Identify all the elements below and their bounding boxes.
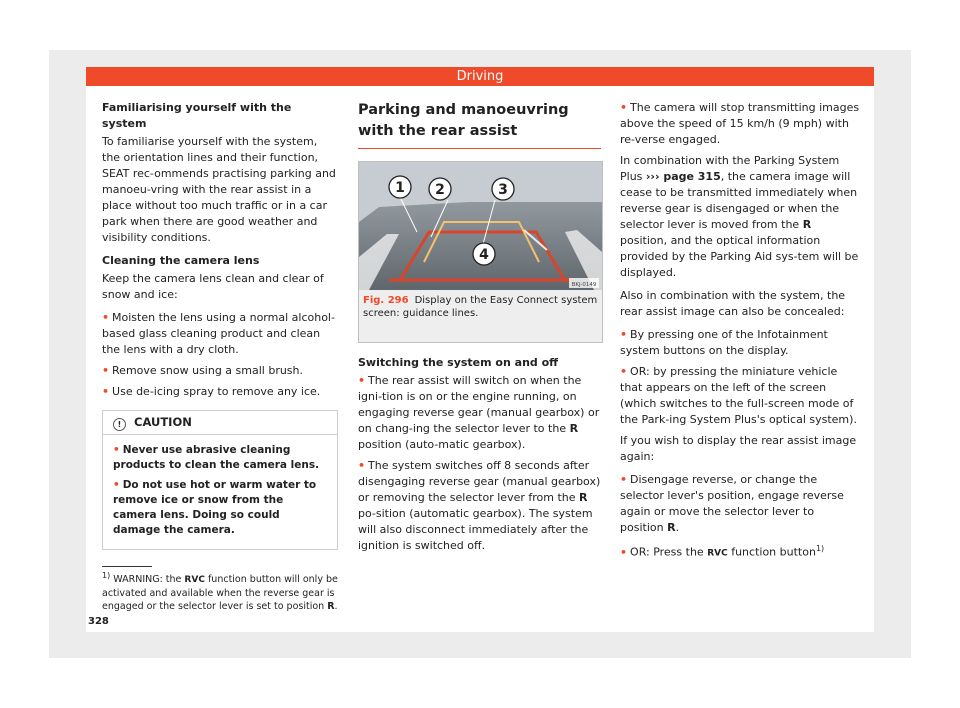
section-title: Parking and manoeuvring with the rear assist bbox=[358, 100, 601, 149]
caution-item: • Never use abrasive cleaning products to clean the camera lens. bbox=[113, 444, 320, 471]
caution-box bbox=[102, 410, 338, 550]
column-middle bbox=[358, 100, 601, 559]
heading-cleaning: Cleaning the camera lens bbox=[102, 254, 260, 267]
figure-guidance-lines bbox=[358, 161, 603, 343]
bullet-item: • By pressing one of the Infotainment system buttons on the display. bbox=[620, 328, 828, 357]
paragraph-familiarising: To familiarise yourself with the system, the orientation lines and their function, SEAT rec-ommends practising parking and manoeu-vring with the rear assist in a place without too much traffic or in a car park when there are good weather and visibility conditions. bbox=[102, 135, 336, 244]
bullet-item: • The rear assist will switch on when the igni-tion is on or the engine running, on engaging reverse gear (manual gearbox) or on chang-ing the selector lever to the R position (auto-matic gearbox). bbox=[358, 374, 600, 451]
bullet-icon: • bbox=[358, 374, 366, 387]
bullet-item: • The camera will stop transmitting images above the speed of 15 km/h (9 mph) with re-verse engaged. bbox=[620, 101, 860, 146]
figure-caption bbox=[359, 290, 602, 342]
bullet-item: • OR: Press the RVC function button$^{1)}$ bbox=[620, 544, 825, 559]
bullet-item: • Use de-icing spray to remove any ice. bbox=[102, 385, 321, 398]
footnote: $^{1)}$ WARNING: the RVC function button will only be activated and available when the reverse gear is engaged or the selector lever is set to position R. bbox=[102, 571, 338, 613]
column-right bbox=[620, 100, 860, 567]
paragraph-parking-plus: In combination with the Parking System Plus ››› page 315, the camera image will cease to be transmitted immediately when reverse gear is disengaged or when the selector lever is moved from the R position, and the optical information provided by the Parking Aid sys-tem will be displayed. bbox=[620, 154, 859, 279]
caution-title: CAUTION bbox=[134, 415, 192, 429]
paragraph-display-again: If you wish to display the rear assist image again: bbox=[620, 434, 857, 463]
bullet-icon: • bbox=[620, 101, 628, 114]
figure-caption-text: Display on the Easy Connect system screen: guidance lines. bbox=[363, 295, 598, 319]
bullet-icon: • bbox=[102, 385, 110, 398]
bullet-icon: • bbox=[113, 444, 120, 456]
page-number: 328 bbox=[88, 616, 109, 627]
bullet-item: • The system switches off 8 seconds after disengaging reverse gear (manual gearbox) or removing the selector lever from the R po-sition (automatic gearbox). The system will also disconnect immediately after the ignition is switched off. bbox=[358, 459, 601, 552]
bullet-icon: • bbox=[620, 545, 628, 559]
bullet-icon: • bbox=[102, 364, 110, 377]
column-left bbox=[102, 100, 338, 550]
figure-number: Fig. 296 bbox=[363, 295, 409, 306]
bullet-item: • OR: by pressing the miniature vehicle that appears on the left of the screen (which switches to the full-screen mode of the Park-ing System Plus's optical system). bbox=[620, 365, 857, 426]
page-reference-link[interactable]: ››› page 315 bbox=[645, 170, 721, 183]
bullet-item: • Moisten the lens using a normal alcohol-based glass cleaning product and clean the lens with a dry cloth. bbox=[102, 311, 335, 356]
bullet-icon: • bbox=[102, 311, 110, 324]
bullet-icon: • bbox=[620, 473, 628, 486]
figure-label-4: 4 bbox=[479, 247, 489, 263]
caution-item: • Do not use hot or warm water to remove ice or snow from the camera lens. Doing so could damage the camera. bbox=[113, 479, 317, 536]
caution-header bbox=[103, 411, 337, 435]
figure-label-2: 2 bbox=[435, 182, 445, 198]
bullet-item: • Remove snow using a small brush. bbox=[102, 364, 304, 377]
figure-label-3: 3 bbox=[498, 182, 508, 198]
figure-code: BKJ-0149 bbox=[571, 282, 597, 288]
bullet-icon: • bbox=[113, 479, 120, 491]
heading-familiarising: Familiarising yourself with the system bbox=[102, 101, 292, 130]
bullet-icon: • bbox=[620, 328, 628, 341]
paragraph-cleaning: Keep the camera lens clean and clear of snow and ice: bbox=[102, 272, 324, 301]
caution-body bbox=[103, 435, 337, 549]
bullet-icon: • bbox=[620, 365, 628, 378]
warning-circle-icon: ! bbox=[113, 418, 126, 431]
figure-label-1: 1 bbox=[395, 180, 405, 196]
paragraph-concealed: Also in combination with the system, the rear assist image can also be concealed: bbox=[620, 289, 846, 318]
camera-display-image bbox=[359, 162, 602, 290]
section-header: Driving bbox=[86, 67, 874, 86]
bullet-item: • Disengage reverse, or change the selector lever's position, engage reverse again or move the selector lever to position R. bbox=[620, 473, 844, 534]
bullet-icon: • bbox=[358, 459, 366, 472]
heading-switching: Switching the system on and off bbox=[358, 356, 559, 369]
footnote-rule bbox=[102, 566, 152, 567]
